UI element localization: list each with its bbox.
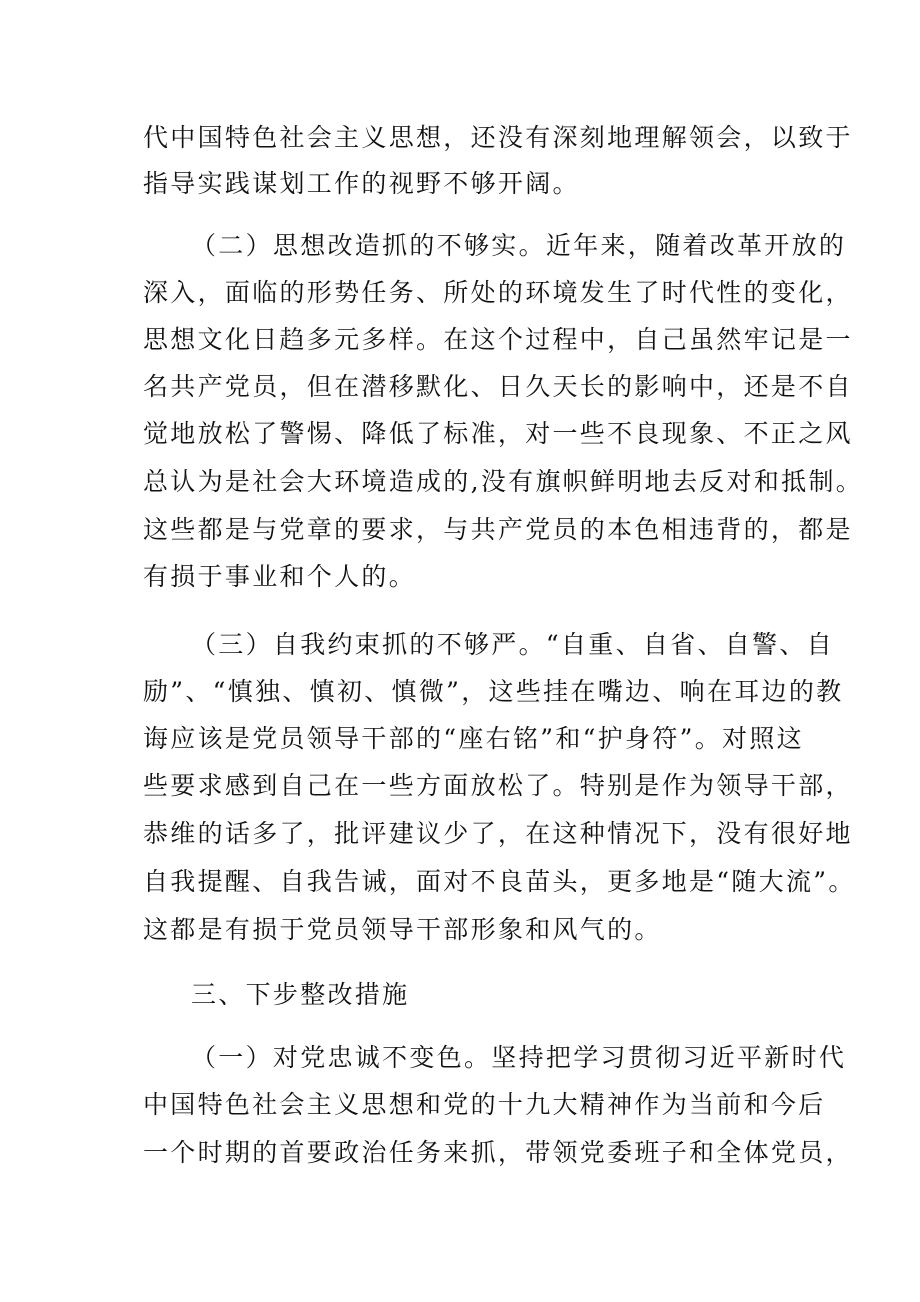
text-line: 指导实践谋划工作的视野不够开阔。 <box>143 169 580 198</box>
text-line: 一个时期的首要政治任务来抓，带领党委班子和全体党员， <box>143 1138 853 1167</box>
text-line: 励”、“慎独、慎初、慎微”，这些挂在嘴边、响在耳边的教 <box>143 677 844 706</box>
text-line: 有损于事业和个人的。 <box>143 562 417 591</box>
text-line: 恭维的话多了，批评建议少了，在这种情况下，没有很好地 <box>143 819 853 848</box>
section-heading: 三、下步整改措施 <box>191 980 410 1009</box>
text-line: 总认为是社会大环境造成的,没有旗帜鲜明地去反对和抵制。 <box>143 467 864 496</box>
text-line: 这些都是与党章的要求，与共产党员的本色相违背的，都是 <box>143 515 853 544</box>
text-line: 这都是有损于党员领导干部形象和风气的。 <box>143 915 662 944</box>
text-line: 代中国特色社会主义思想，还没有深刻地理解领会，以致于 <box>143 123 853 152</box>
text-line: 思想文化日趋多元多样。在这个过程中，自己虽然牢记是一 <box>143 325 853 354</box>
text-line: 觉地放松了警惕、降低了标准，对一些不良现象、不正之风 <box>143 419 853 448</box>
paragraph-2-first-line: （二）思想改造抓的不够实。近年来，随着改革开放的 <box>191 231 847 260</box>
text-line: 中国特色社会主义思想和党的十九大精神作为当前和今后 <box>143 1090 826 1119</box>
paragraph-3-first-line: （三）自我约束抓的不够严。“自重、自省、自警、自 <box>191 630 834 659</box>
text-line: 自我提醒、自我告诫，面对不良苗头，更多地是“随大流”。 <box>143 867 856 896</box>
text-line: 深入，面临的形势任务、所处的环境发生了时代性的变化， <box>143 278 853 307</box>
paragraph-4-first-line: （一）对党忠诚不变色。坚持把学习贯彻习近平新时代 <box>191 1043 847 1072</box>
text-line: 名共产党员，但在潜移默化、日久天长的影响中，还是不自 <box>143 372 853 401</box>
text-line: 些要求感到自己在一些方面放松了。特别是作为领导干部， <box>143 771 853 800</box>
text-line: 诲应该是党员领导干部的“座右铭”和“护身符”。对照这 <box>143 724 804 753</box>
